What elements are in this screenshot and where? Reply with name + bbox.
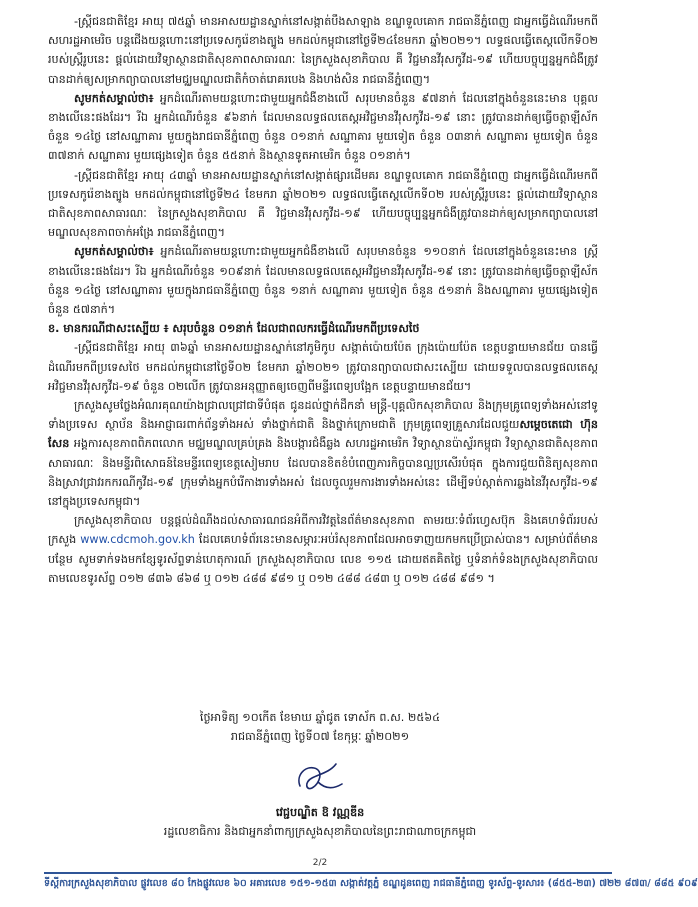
website-link[interactable]: www.cdcmoh.gov.kh xyxy=(80,533,195,547)
note-label-2: សូមកត់សម្គាល់ថា៖ xyxy=(74,245,154,259)
signer-title: រដ្ឋលេខាធិការ និងជាអ្នកនាំពាក្យក្រសួងសុខាភិបាលនៃព្រះរាជាណាចក្រកម្ពុជា xyxy=(163,825,477,838)
date-block xyxy=(0,708,640,746)
recovery-heading: ខ. មានករណីជាសះស្បើយ ៖ សរុបចំនួន ០១នាក់ ដែលជាពលករធ្វើដំណើរមកពីប្រទេសថៃ xyxy=(48,322,420,336)
recovery-paragraph: -ស្ត្រីជនជាតិខ្មែរ អាយុ ៣៦ឆ្នាំ មានអាសយដ្ឋានស្នាក់នៅភូមិកូប សង្កាត់ប៉ោយប៉ែត ក្រុងប៉ោយប៉ែត ខេត្តបន្ទាយមានជ័យ បានធ្វើដំណើរមកពីប្រទេសថៃ មកដល់កម្ពុជានៅថ្ងៃទី០២ ខែមករា ឆ្នាំ២០២១ ត្រូវបានព្យាបាលជាសះស្បើយ ដោយទទួលបានលទ្ធផលតេស្ត អវិជ្ជមានវីរុសកូវីដ-១៩ ចំនួន ០២លើក ត្រូវបានអនុញ្ញាតឲ្យចេញពីមន្ទីរពេទ្យបង្អែក ខេត្តបន្ទាយមានជ័យ។ xyxy=(48,341,598,393)
note-text-1: អ្នកដំណើរតាមយន្តហោះជាមួយអ្នកជំងឺខាងលើ សរុបមានចំនួន ៩៧នាក់ ដែលនៅក្នុងចំនួននេះមាន បុគ្គលខាងលើនេះផងដែរ។ រីឯ អ្នកដំណើរចំនួន ៩៦នាក់ ដែលមានលទ្ធផលតេស្តអវិជ្ជមានវីរុសកូវីដ-១៩ នោះ ត្រូវបានដាក់ឲ្យធ្វើចត្តាឡីស័កចំនួន ១៤ថ្ងៃ នៅសណ្ឋាគារ មួយក្នុងរាជធានីភ្នំពេញ ចំនួន ០១នាក់ សណ្ឋាគារ មួយទៀត ចំនួន ០៣នាក់ សណ្ឋាគារ មួយទៀត ចំនួន ៣៧នាក់ សណ្ឋាគារ មួយផ្សេងទៀត ចំនួន ៥៥នាក់ និងស្ថានទូតអាមេរិក ចំនួន ០១នាក់។ xyxy=(48,91,598,163)
info-paragraph xyxy=(48,511,598,588)
footer-address: ទីស្តីការក្រសួងសុខាភិបាល ផ្លូវលេខ ៨០ កែងផ្លូវលេខ ៦០ អគារលេខ ១៥១-១៥៣ សង្កាត់វត្តភ្នំ ខណ្ឌដូនពេញ រាជធានីភ្នំពេញ ទូរស័ព្ទ-ទូរសារ៖ (៨៥៥-២៣) ៧២២ ៨៧៣/ ៨៨៥ ៩០៩ xyxy=(44,878,698,889)
note-label-1: សូមកត់សម្គាល់ថា៖ xyxy=(74,91,154,105)
note-text-2: អ្នកដំណើរតាមយន្តហោះជាមួយអ្នកជំងឺខាងលើ សរុបមានចំនួន ១១០នាក់ ដែលនៅក្នុងចំនួននេះមាន ស្ត្រីខាងលើនេះផងដែរ។ រីឯ អ្នកដំណើរចំនួន ១០៩នាក់ ដែលមានលទ្ធផលតេស្តអវិជ្ជមានវីរុសកូវីដ-១៩ នោះ ត្រូវបានដាក់ឲ្យធ្វើចត្តាឡីស័កចំនួន ១៤ថ្ងៃ នៅសណ្ឋាគារ មួយក្នុងរាជធានីភ្នំពេញ ចំនួន ១នាក់ សណ្ឋាគារ មួយទៀត ចំនួន ៥១នាក់ និងសណ្ឋាគារ មួយផ្សេងទៀត ចំនួន ៥៧នាក់។ xyxy=(48,245,598,317)
thanks-paragraph xyxy=(48,396,598,511)
handwritten-signature xyxy=(290,758,350,798)
thanks-text-b: អង្គការសុខភាពពិភពលោក មជ្ឈមណ្ឌលគ្រប់គ្រង និងបង្ការជំងឺឆ្លង សហរដ្ឋអាមេរិក វិទ្យាស្ថានប៉ាស្ទ័រកម្ពុជា វិទ្យាស្ថានជាតិសុខភាពសាធារណៈ និងមន្ទីរពិសោធន៍នៃមន្ទីរពេទ្យខេត្តសៀមរាប ដែលបានខិតខំបំពេញភារកិច្ចបានល្អប្រសើរបំផុត ក្នុងការជួយពិនិត្យសុខភាព និងស្រាវជ្រាវរកករណីកូវីដ-១៩ ក្រុមទាំងអ្នកបំរើកាងារទាំងអស់ ដែលចូលរួមការងារទាំងអស់នេះ ដើម្បីទប់ស្កាត់ការឆ្លងនៃវីរុសកូវីដ-១៩ នៅក្នុងប្រទេសកម្ពុជា។ xyxy=(48,437,598,509)
case-paragraph-1: -ស្ត្រីជនជាតិខ្មែរ អាយុ ៧៥ឆ្នាំ មានអាសយដ្ឋានស្នាក់នៅសង្កាត់បឹងសាឡាង ខណ្ឌទួលគោក រាជធានីភ្នំពេញ ជាអ្នកធ្វើដំណើរមកពីសហរដ្ឋអាមេរិច បន្តជើងយន្តហោះនៅប្រទេសកូរ៉េខាងត្បូង មកដល់កម្ពុជានៅថ្ងៃទី២៤ខែមករា ឆ្នាំ២០២១។ លទ្ធផលធ្វើតេស្តលើកទី០២ របស់ស្ត្រីរូបនេះ ផ្តល់ដោយវិទ្យាស្ថានជាតិសុខភាពសាធារណៈ នៃក្រសួងសុខាភិបាល គឺ វិជ្ជមានវីរុសកូវីដ-១៩ ហើយបច្ចុប្បន្នអ្នកជំងឺត្រូវបានដាក់ឲ្យសម្រាកព្យាបាលនៅមជ្ឈមណ្ឌលជាតិកំចាត់រោគរបេង និងហង់សិន រាជធានីភ្នំពេញ។ xyxy=(48,15,598,86)
signer-name: វេជ្ជបណ្ឌិត ឱ វណ្ណឌីន xyxy=(275,806,365,819)
signer-block xyxy=(0,803,640,841)
info-text-a: ក្រសួងសុខាភិបាល បន្តផ្តល់ដំណឹងដល់សាធារណជនអំពីការវិវត្តនៃព័ត៌មានសុខភាព តាមរយៈទំព័រហ្វេសប៊ុក និងគេហទំព័ររបស់ក្រសួង xyxy=(48,514,598,547)
document-body xyxy=(48,12,598,588)
thanks-text-a: ក្រសួងសូមថ្លែងអំណរគុណយ៉ាងជ្រាលជ្រៅជាទីបំផុត ជូនដល់ថ្នាក់ដឹកនាំ មន្ត្រី-បុគ្គលិកសុខាភិបាល និងក្រុមគ្រូពេទ្យទាំងអស់នៅទូទាំងប្រទេស ស្ថាប័ន និងអាជ្ញាធរពាក់ព័ន្ធទាំងអស់ ទាំងថ្នាក់ជាតិ និងថ្នាក់ក្រោមជាតិ ក្រុមគ្រូពេទ្យគ្រួសារដែលជួយ xyxy=(48,399,598,432)
case-paragraph-2: -ស្ត្រីជនជាតិខ្មែរ អាយុ ៤៣ឆ្នាំ មានអាសយដ្ឋានស្នាក់នៅសង្កាត់ផ្សារដើមគរ ខណ្ឌទួលគោក រាជធានីភ្នំពេញ ជាអ្នកធ្វើដំណើរមកពីប្រទេសកូរ៉េខាងត្បូង មកដល់កម្ពុជានៅថ្ងៃទី២៤ ខែមករា ឆ្នាំ២០២១ លទ្ធផលធ្វើតេស្តលើកទី០២ របស់ស្ត្រីរូបនេះ ផ្តល់ដោយវិទ្យាស្ថានជាតិសុខភាពសាធារណៈ នៃក្រសួងសុខាភិបាល គឺ វិជ្ជមានវីរុសកូវីដ-១៩ ហើយបច្ចុប្បន្នអ្នកជំងឺត្រូវបានដាក់ឲ្យសម្រាកព្យាបាលនៅមណ្ឌលសុខភាពចាក់អង្រែ រាជធានីភ្នំពេញ។ xyxy=(48,168,598,240)
thanks-bold-name: សម្តេចតេជោ ហ៊ុន សែន xyxy=(48,418,598,451)
page-number: 2/2 xyxy=(312,858,328,868)
solar-date: រាជធានីភ្នំពេញ ថ្ងៃទី០៧ ខែកុម្ភៈ ឆ្នាំ២០២១ xyxy=(230,730,410,743)
info-text-b: ដែលគេហទំព័រនេះមានសម្ភារៈអប់រំសុខភាពដែលអាចទាញយកមកប្រើប្រាស់បាន។ សម្រាប់ព័ត៌មានបន្ថែម សូមទាក់ទងមកខ្សែទូរស័ព្ទទាន់ហេតុការណ៍ ក្រសួងសុខាភិបាល លេខ ១១៥ ដោយឥតគិតថ្លៃ ឬទំនាក់ទំនងក្រសួងសុខាភិបាល តាមលេខទូរស័ព្ទ ០១២ ៨៣៦ ៨៦៨ ឬ ០១២ ៤៨៨ ៩៨១ ឬ ០១២ ៤៨៨ ៤៨៣ ឬ ០១២ ៤៨៨ ៩៨១ ។ xyxy=(48,533,598,585)
lunar-date: ថ្ងៃអាទិត្យ ១០កើត ខែមាឃ ឆ្នាំជូត ទោស័ក ព.ស. ២៥៦៤ xyxy=(199,711,441,724)
note-paragraph-1 xyxy=(48,89,598,166)
note-paragraph-2 xyxy=(48,242,598,319)
footer-divider xyxy=(44,872,612,874)
